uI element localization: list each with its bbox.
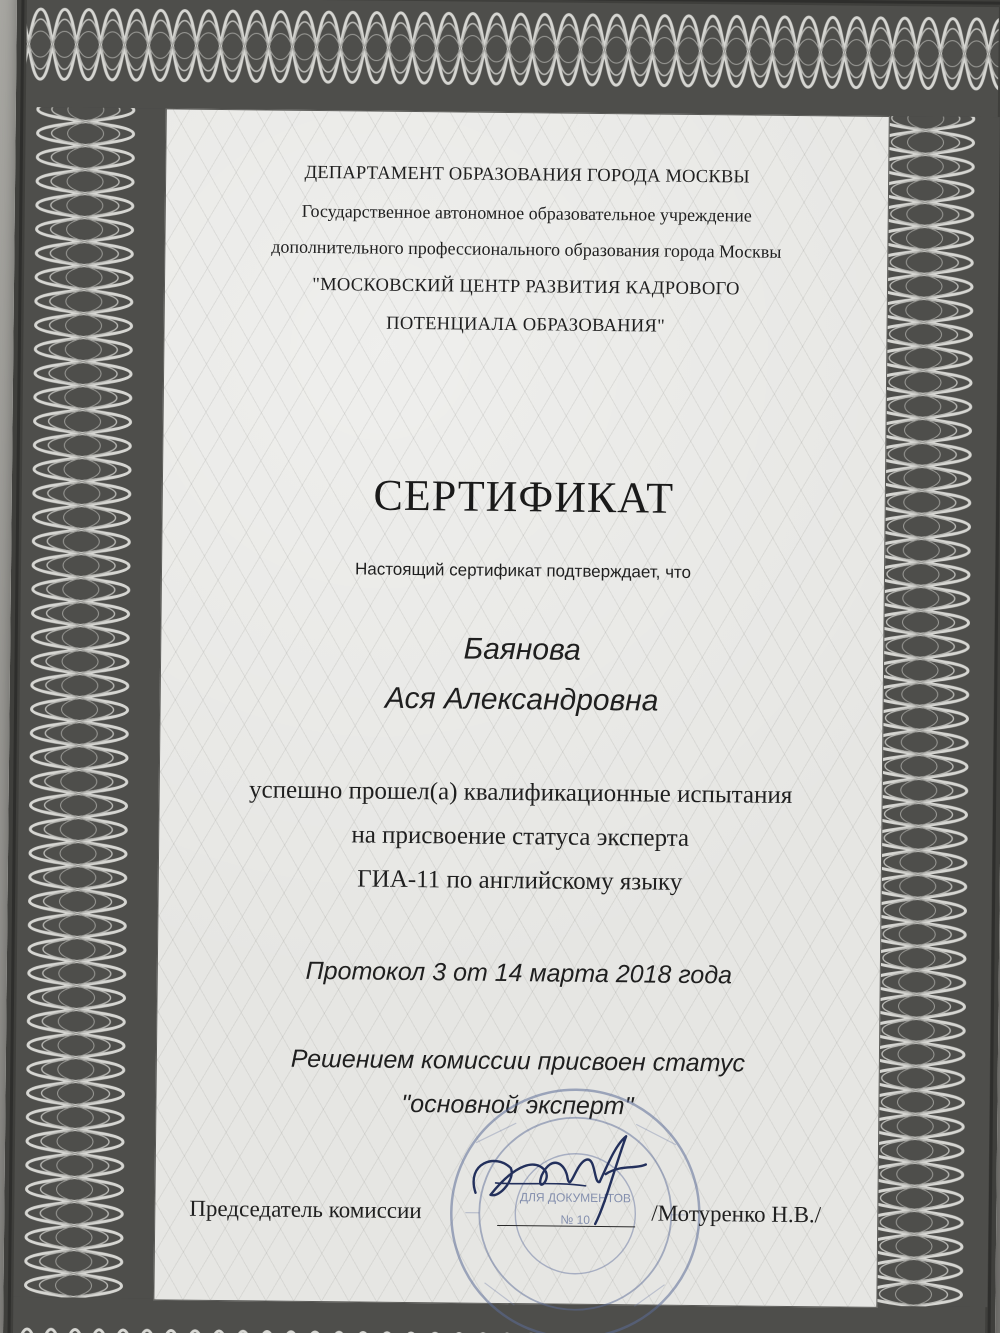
issuer-line-2: Государственное автономное образовательное учреждение (301, 200, 752, 226)
issuer-department: ДЕПАРТАМЕНТ ОБРАЗОВАНИЯ ГОРОДА МОСКВЫ (304, 162, 750, 188)
issuer-line-3: дополнительного профессионального образования города Москвы (271, 236, 782, 262)
decision-line-1: Решением комиссии присвоен статус (290, 1044, 746, 1078)
certificate-body (153, 108, 889, 1308)
certificate-sheet (3, 0, 1000, 1333)
holder-given-names: Ася Александровна (384, 681, 659, 718)
decision-line-2: "основной эксперт" (401, 1089, 634, 1121)
body-line-1: успешно прошел(а) квалификационные испытания (248, 776, 793, 810)
chairman-signature (455, 1123, 656, 1235)
stamp-inner-text: ДЛЯ ДОКУМЕНТОВ (519, 1190, 632, 1206)
confirm-text: Настоящий сертификат подтверждает, что (354, 559, 692, 582)
issuer-line-5: ПОТЕНЦИАЛА ОБРАЗОВАНИЯ" (386, 313, 666, 337)
issuer-line-4: "МОСКОВСКИЙ ЦЕНТР РАЗВИТИЯ КАДРОВОГО (312, 274, 740, 300)
body-line-2: на присвоение статуса эксперта (351, 821, 690, 852)
body-line-3: ГИА-11 по английскому языку (357, 865, 683, 896)
chairman-name: /Мотуренко Н.В./ (651, 1200, 822, 1228)
certificate-title: СЕРТИФИКАТ (373, 470, 675, 523)
holder-surname: Баянова (463, 632, 581, 667)
stamp-number: № 10 (560, 1212, 591, 1227)
protocol-text: Протокол 3 от 14 марта 2018 года (305, 956, 733, 990)
chairman-label: Председатель комиссии (189, 1195, 422, 1224)
